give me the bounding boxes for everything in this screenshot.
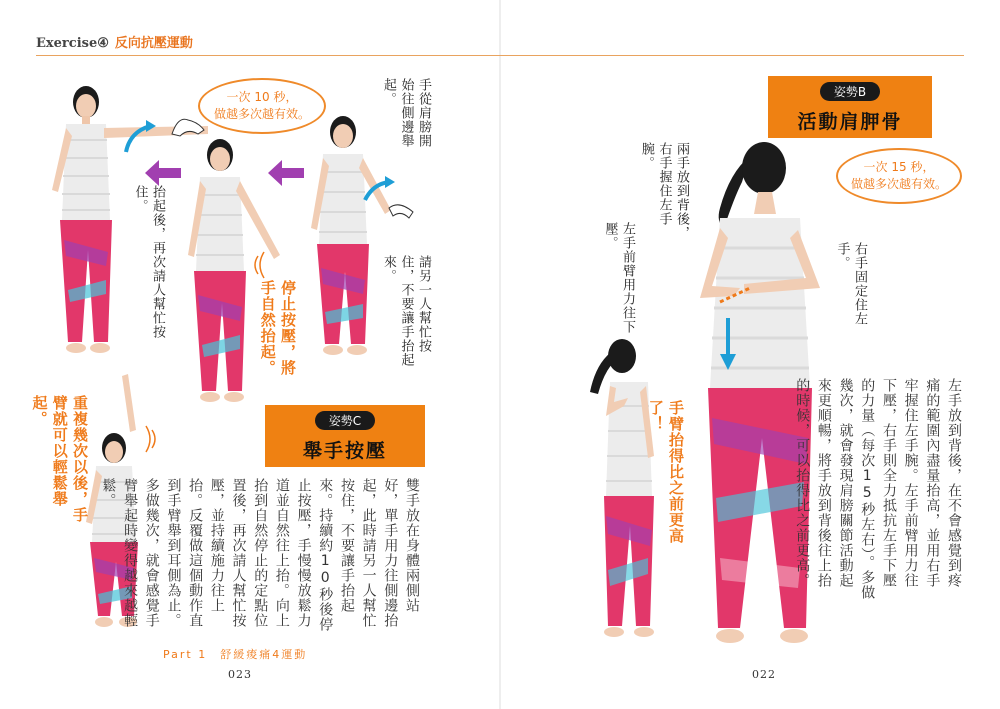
pose-b-name: 活動肩胛骨: [797, 111, 903, 133]
page-spine: [499, 0, 501, 709]
caption-arm-higher: 手臂抬得比之前更高了！: [646, 400, 685, 544]
page-header: [36, 32, 193, 51]
caption-left-forearm: 左手前臂用力往下壓。: [602, 222, 635, 334]
header-rule: [36, 55, 964, 56]
pose-b-label: 姿勢B: [820, 82, 880, 101]
pose-c-label: 姿勢C: [315, 411, 375, 430]
caption-repeat: 重複幾次以後，手臂就可以輕鬆舉起。: [30, 395, 89, 523]
exercise-title: 反向抗壓運動: [114, 36, 193, 51]
page-number-left: 023: [228, 668, 252, 681]
arrow-left-icon: [143, 158, 183, 188]
caption-hands-behind: 兩手放到背後，右手握住左手腕。: [638, 142, 689, 240]
caption-lift-from-shoulder: 手從肩膀開始往側邊舉起。: [380, 78, 431, 148]
pose-b-box: [768, 76, 932, 138]
pose-c-name: 舉手按壓: [302, 440, 387, 462]
page-number-right: 022: [752, 668, 776, 681]
bubble-b-line1: 一次 15 秒，: [863, 160, 935, 175]
pose-c-box: [265, 405, 425, 467]
exercise-label: Exercise: [36, 36, 98, 51]
exercise-number: ④: [97, 36, 109, 51]
bubble-15-seconds: [836, 148, 962, 204]
caption-right-holds: 右手固定住左手。: [834, 242, 867, 326]
body-text-pose-c: 雙手放在身體兩側站好，單手用力往側邊抬起，此時請另一人幫忙按住，不要讓手抬起來。持續約10秒後停止按壓，手慢慢放鬆力道並自然往上抬。向上抬到自然停止的定點位置後，再次請人幫忙按壓，並持續施力往上抬。反覆做這個動作直到手臂舉到耳側為止。多做幾次，就會感覺手臂舉起時變得越來越輕鬆。: [100, 478, 420, 632]
footer-part-label: Part 1 舒緩痠痛4運動: [163, 648, 308, 661]
bubble-line1: 一次 10 秒，: [226, 90, 298, 105]
motion-lines-icon: [250, 250, 270, 280]
bubble-b-line2: 做越多次越有效。: [850, 177, 947, 191]
bubble-line2: 做越多次越有效。: [213, 107, 310, 121]
caption-do-not-lift: 請另一人幫忙按住，不要讓手抬起來。: [380, 255, 431, 367]
caption-stop-pressing: 停止按壓，將手自然抬起。: [258, 280, 297, 376]
arrow-up-curve-icon: [120, 118, 160, 158]
body-text-pose-b: 左手放到背後，在不會感覺到疼痛的範圍內盡量抬高，並用右手牢握住左手腕。左手前臂用力往下壓，右手則全力抵抗左手下壓的力量（每次15秒左右）。多做幾次，就會發現肩膀關節活動起來更順暢，將手放到背後往上抬的時候，可以抬得比之前更高。: [794, 378, 962, 600]
motion-lines-icon-2: [140, 424, 160, 454]
caption-push-again: 抬起後，再次請人幫忙按住。: [132, 185, 165, 339]
